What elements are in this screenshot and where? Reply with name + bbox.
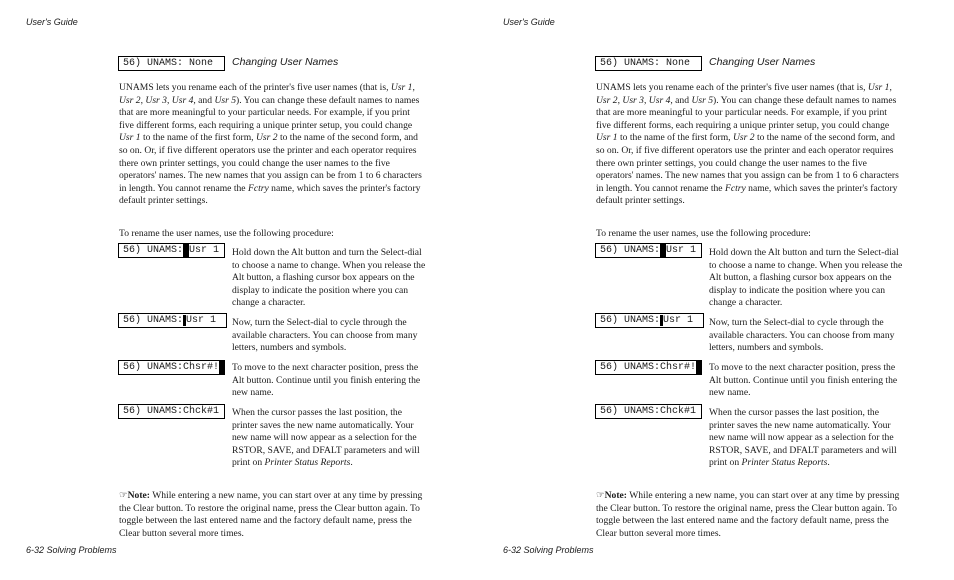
lcd-display-step1: 56) UNAMS: Usr 1: [118, 243, 225, 258]
lcd-display-step3: 56) UNAMS:Chsr#!: [118, 360, 225, 375]
lcd-text: 56) UNAMS: None: [123, 58, 214, 69]
page-footer: 6-32 Solving Problems: [26, 545, 117, 555]
section-title: Changing User Names: [232, 56, 339, 68]
lcd-display-step4: 56) UNAMS:Chck#1: [118, 404, 225, 419]
right-page: [477, 0, 954, 580]
step3-text: To move to the next character position, press the Alt button. Continue until you finish entering the new name.: [232, 362, 421, 399]
step4-text: When the cursor passes the last position, the printer saves the new name automatically. Your new name will now appear as a selection for the RSTOR, SAVE, and DFALT parameters and will print on Printer Status Reports.: [709, 407, 897, 469]
step2-text: Now, turn the Select-dial to cycle through the available characters. You can choose from many letters, numbers and symbols.: [709, 317, 895, 354]
page-header: User's Guide: [503, 17, 555, 27]
procedure-intro: To rename the user names, use the following procedure:: [596, 228, 811, 239]
lcd-display-step3: 56) UNAMS:Chsr#!: [595, 360, 702, 375]
lcd-display-title: [118, 56, 225, 71]
procedure-intro: To rename the user names, use the following procedure:: [119, 228, 334, 239]
pointing-hand-icon: ☞: [596, 490, 605, 501]
page-footer: 6-32 Solving Problems: [503, 545, 594, 555]
step3-text: To move to the next character position, press the Alt button. Continue until you finish entering the new name.: [709, 362, 898, 399]
lcd-display-step1: 56) UNAMS: Usr 1: [595, 243, 702, 258]
step4-text: When the cursor passes the last position, the printer saves the new name automatically. Your new name will now appear as a selection for the RSTOR, SAVE, and DFALT parameters and will print on Printer Status Reports.: [232, 407, 420, 469]
step2-text: Now, turn the Select-dial to cycle through the available characters. You can choose from many letters, numbers and symbols.: [232, 317, 418, 354]
pointing-hand-icon: ☞: [119, 490, 128, 501]
note-paragraph: ☞Note: While entering a new name, you can start over at any time by pressing the Clear button. To restore the original name, press the Clear button again. To toggle between the last entered name and the factory default name, press the Clear button several more times.: [596, 490, 900, 539]
page-header: User's Guide: [26, 17, 78, 27]
intro-paragraph: UNAMS lets you rename each of the printer's five user names (that is, Usr 1, Usr 2, Usr 3, Usr 4, and Usr 5). You can change these default names to names that are more meaningful to your particular needs. For example, if you print five different forms, each requiring a unique printer setup, you could change Usr 1 to the name of the first form, Usr 2 to the name of the second form, and so on. Or, if five different operators use the printer and each operator requires there own printer settings, you could change the user names to the five operators' names. The new names that you assign can be from 1 to 6 characters in length. You cannot rename the Fctry name, which saves the printer's factory default printer settings.: [119, 82, 422, 207]
cursor-block-icon: [219, 361, 225, 374]
lcd-text: 56) UNAMS: None: [600, 58, 691, 69]
lcd-display-step2: 56) UNAMS: Usr 1: [118, 313, 227, 328]
step1-text: Hold down the Alt button and turn the Select-dial to choose a name to change. When you release the Alt button, a flashing cursor box appears on the display to indicate the position where you can change a character.: [709, 247, 903, 309]
section-title: Changing User Names: [709, 56, 816, 68]
lcd-display-step4: 56) UNAMS:Chck#1: [595, 404, 702, 419]
cursor-block-icon: [696, 361, 702, 374]
lcd-display-step2: 56) UNAMS: Usr 1: [595, 313, 704, 328]
lcd-display-title: [595, 56, 702, 71]
intro-paragraph: UNAMS lets you rename each of the printer's five user names (that is, Usr 1, Usr 2, Usr 3, Usr 4, and Usr 5). You can change these default names to names that are more meaningful to your particular needs. For example, if you print five different forms, each requiring a unique printer setup, you could change Usr 1 to the name of the first form, Usr 2 to the name of the second form, and so on. Or, if five different operators use the printer and each operator requires there own printer settings, you could change the user names to the five operators' names. The new names that you assign can be from 1 to 6 characters in length. You cannot rename the Fctry name, which saves the printer's factory default printer settings.: [596, 82, 899, 207]
step1-text: Hold down the Alt button and turn the Select-dial to choose a name to change. When you release the Alt button, a flashing cursor box appears on the display to indicate the position where you can change a character.: [232, 247, 426, 309]
note-paragraph: ☞Note: While entering a new name, you can start over at any time by pressing the Clear button. To restore the original name, press the Clear button again. To toggle between the last entered name and the factory default name, press the Clear button several more times.: [119, 490, 423, 539]
